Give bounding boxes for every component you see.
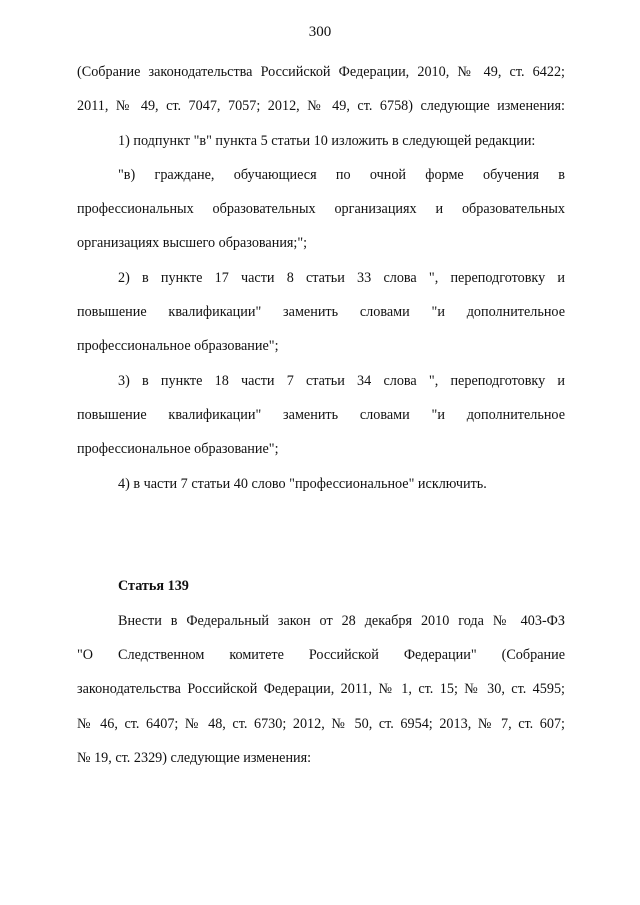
text-line: 1) подпункт "в" пункта 5 статьи 10 изложить в следующей редакции: — [118, 132, 536, 149]
text-line: профессиональное образование"; — [77, 338, 279, 355]
text-line: (Собрание законодательства Российской Федерации, 2010, № 49, ст. 6422; — [77, 64, 565, 80]
article-heading: Статья 139 — [118, 578, 189, 595]
text-line: 2) в пункте 17 части 8 статьи 33 слова ", переподготовку и — [118, 269, 565, 286]
text-line: Внести в Федеральный закон от 28 декабря 2010 года № 403-ФЗ — [118, 612, 565, 629]
text-line: профессиональных образовательных организациях и образовательных — [77, 201, 565, 218]
text-line: профессиональное образование"; — [77, 441, 279, 458]
text-line: "в) граждане, обучающиеся по очной форме обучения в — [118, 166, 565, 183]
text-line: организациях высшего образования;"; — [77, 235, 308, 252]
text-line: 3) в пункте 18 части 7 статьи 34 слова ", переподготовку и — [118, 372, 565, 389]
text-line: законодательства Российской Федерации, 2011, № 1, ст. 15; № 30, ст. 4595; — [77, 681, 565, 698]
page-number: 300 — [308, 24, 332, 40]
text-line: № 19, ст. 2329) следующие изменения: — [77, 749, 312, 766]
text-line: "О Следственном комитете Российской Федерации" (Собрание — [77, 647, 565, 664]
text-line: повышение квалификации" заменить словами "и дополнительное — [77, 406, 565, 423]
paragraph-gap — [77, 501, 565, 535]
text-line: 4) в части 7 статьи 40 слово "профессиональное" исключить. — [118, 475, 487, 492]
text-line: 2011, № 49, ст. 7047, 7057; 2012, № 49, ст. 6758) следующие изменения: — [77, 98, 565, 115]
text-line: № 46, ст. 6407; № 48, ст. 6730; 2012, № 50, ст. 6954; 2013, № 7, ст. 607; — [77, 715, 565, 732]
text-line: повышение квалификации" заменить словами "и дополнительное — [77, 304, 565, 321]
paragraph-gap — [77, 535, 565, 569]
document-body — [77, 55, 565, 775]
